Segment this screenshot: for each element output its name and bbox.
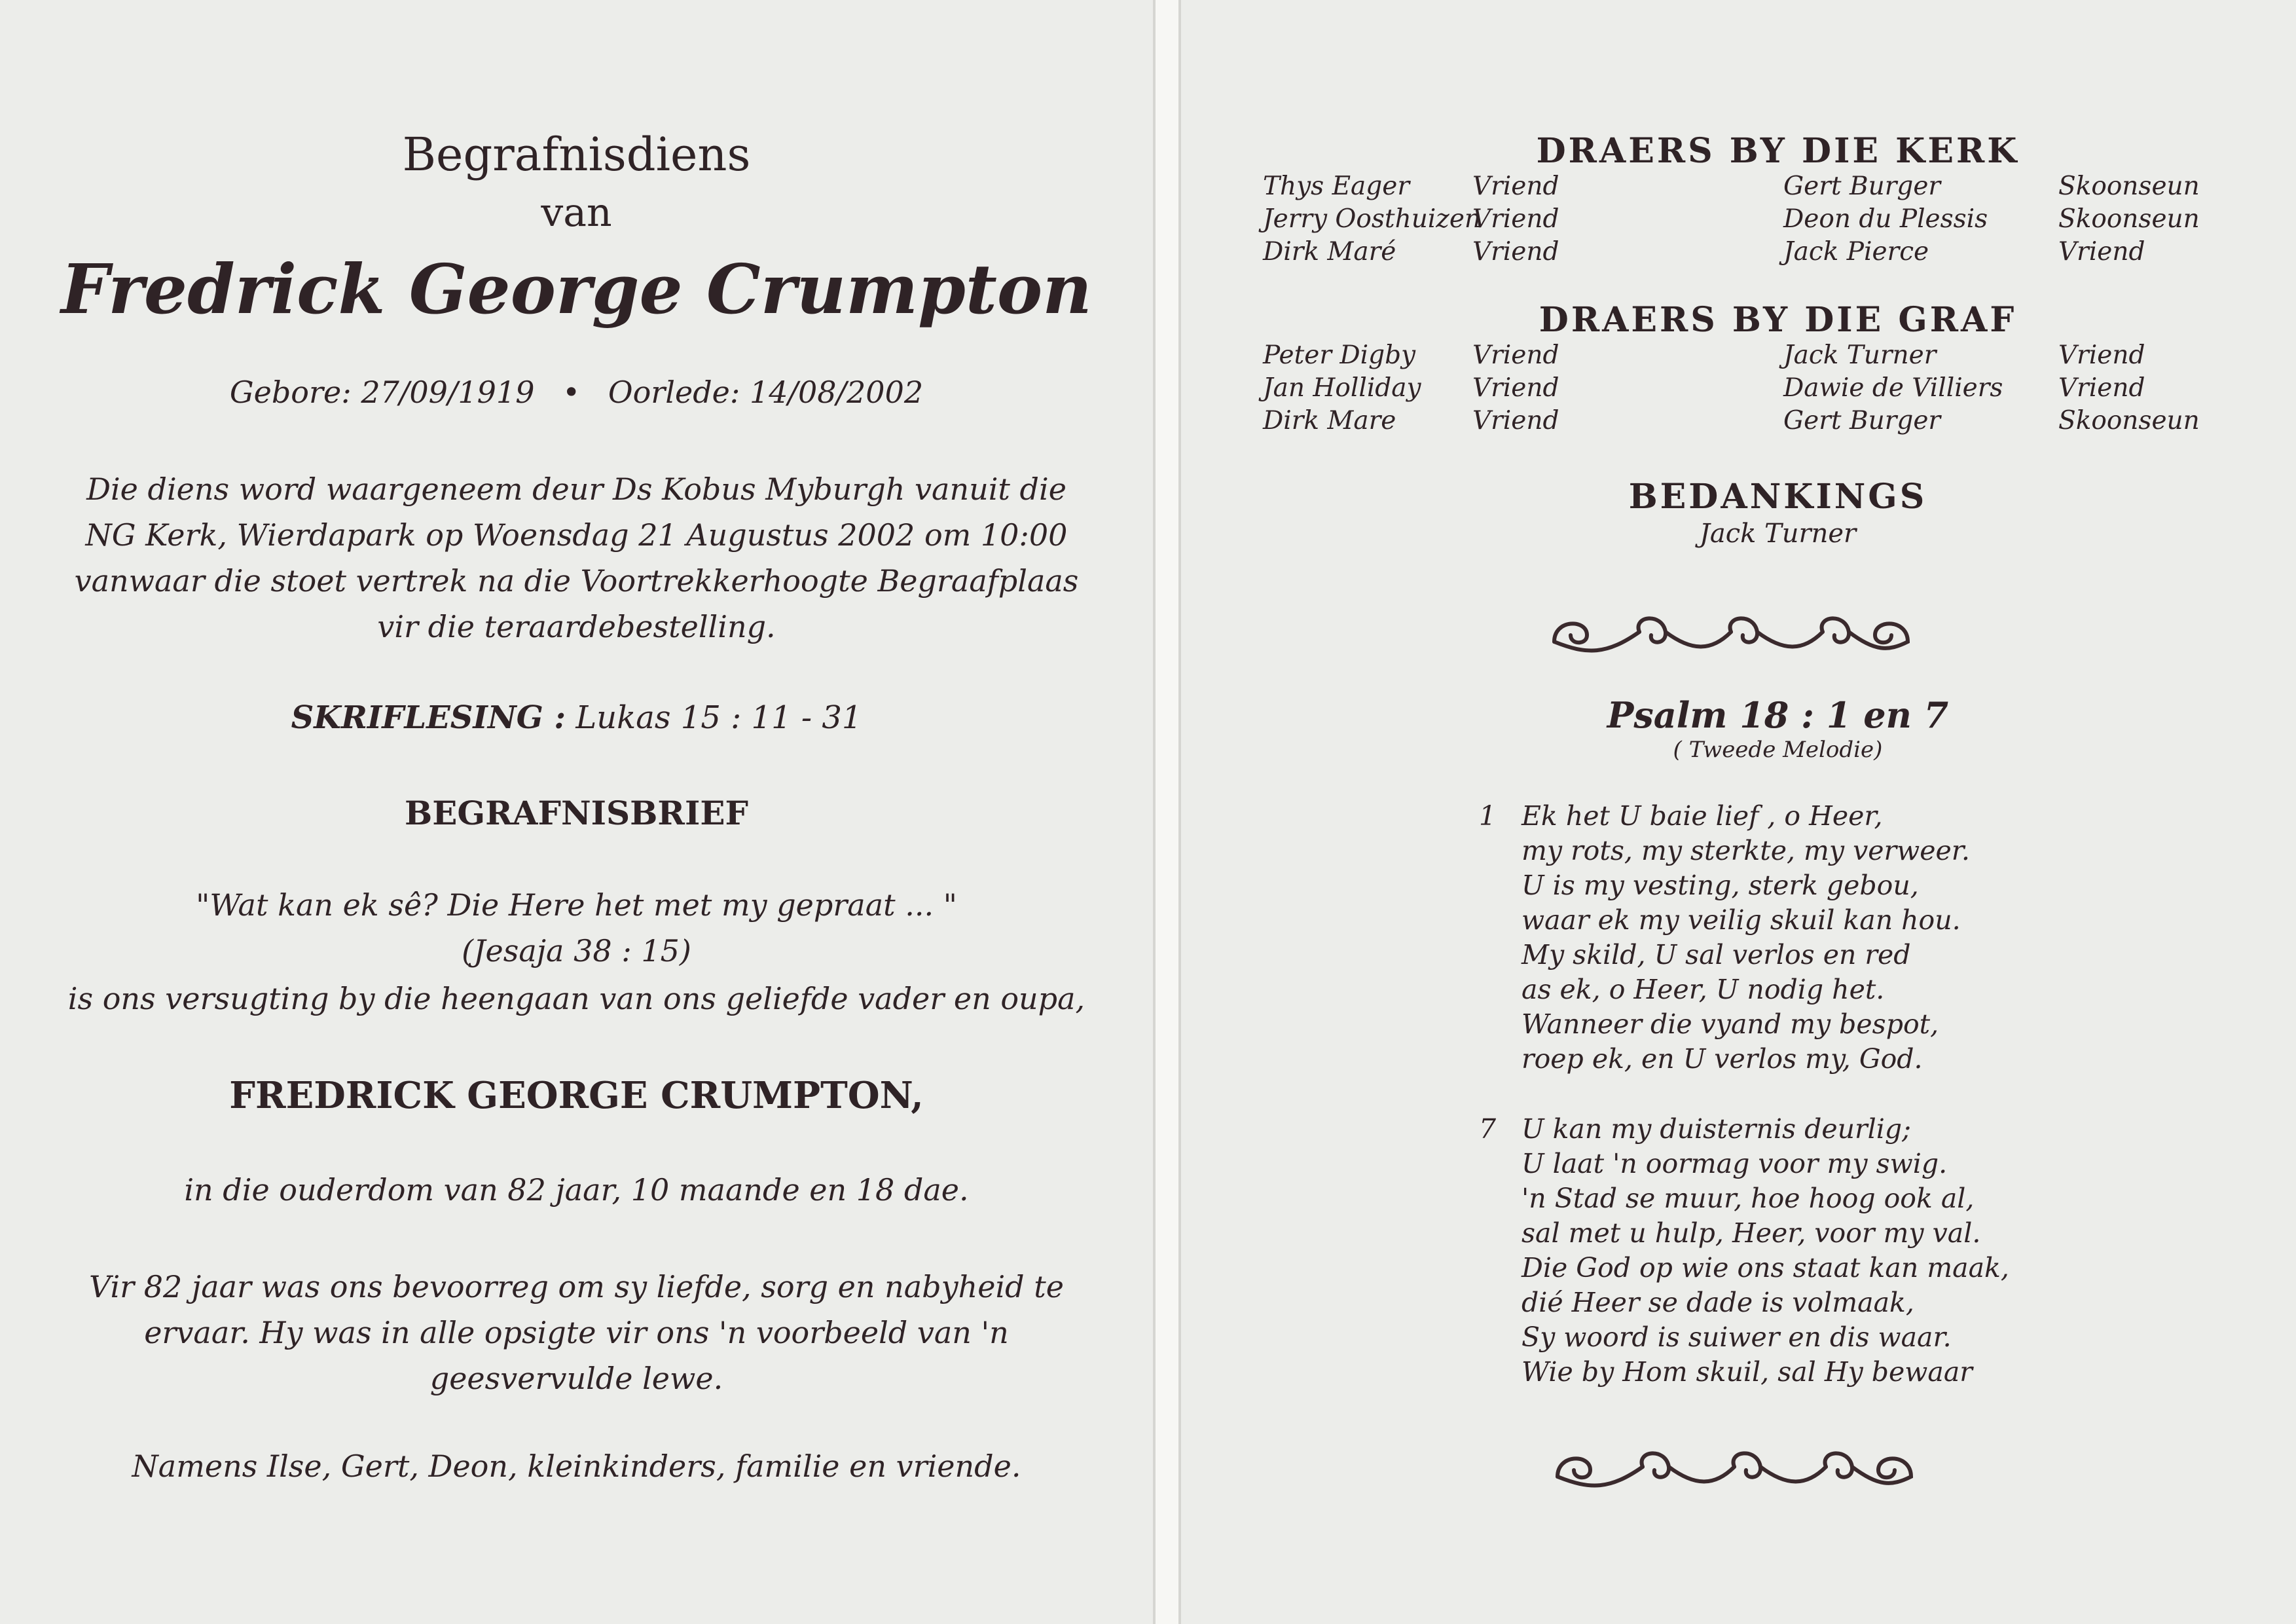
grave-bearers-relations-right (2058, 339, 2200, 437)
service-line: NG Kerk, Wierdapark op Woensdag 21 Augustus 2002 om 10:00 (85, 517, 1068, 553)
bearer-relation: Vriend (1472, 237, 1559, 267)
bearer-name: Peter Digby (1263, 341, 1416, 370)
tribute-line: geesvervulde lewe. (429, 1361, 723, 1396)
bearer-name: Jack Pierce (1783, 237, 1929, 267)
scripture-reference: Lukas 15 : 11 - 31 (575, 699, 862, 736)
verse-line: Wie by Hom skuil, sal Hy bewaar (1522, 1356, 1973, 1388)
dates-line (0, 375, 1153, 410)
consolation-line: is ons versugting by die heengaan van ons geliefde vader en oupa, (67, 981, 1085, 1016)
bearer-relation: Skoonseun (2058, 406, 2200, 435)
bearer-relation: Skoonseun (2058, 172, 2200, 201)
scripture-label: SKRIFLESING : (291, 699, 566, 736)
tribute-line: Vir 82 jaar was ons bevoorreg om sy liefde, sorg en nabyheid te (89, 1269, 1064, 1304)
grave-bearers-names-left (1263, 339, 1421, 437)
verse-line: roep ek, en U verlos my, God. (1522, 1043, 1923, 1075)
bearer-name: Dawie de Villiers (1783, 373, 2003, 403)
church-bearers-names-left (1263, 170, 1481, 268)
verse-line: dié Heer se dade is volmaak, (1522, 1287, 1914, 1318)
bearer-name: Dirk Mare (1263, 406, 1396, 435)
bearer-relation: Vriend (1472, 373, 1559, 403)
scroll-ornament-bottom (1551, 1441, 1918, 1493)
bearer-name: Deon du Plessis (1783, 204, 1988, 234)
bearer-relation: Vriend (2058, 373, 2145, 403)
verse-line: as ek, o Heer, U nodig het. (1522, 974, 1885, 1005)
bearer-name: Gert Burger (1783, 406, 1941, 435)
service-title: Begrafnisdiens (402, 128, 751, 181)
bearer-name: Gert Burger (1783, 172, 1941, 201)
psalm-title: Psalm 18 : 1 en 7 (1607, 694, 1949, 736)
bearer-relation: Vriend (1472, 406, 1559, 435)
verse-line: U laat 'n oormag voor my swig. (1522, 1148, 1948, 1179)
scripture-quote: "Wat kan ek sê? Die Here het met my gepraat ... " (196, 887, 957, 923)
tribute (0, 1264, 1153, 1401)
verse-7 (1522, 1112, 2009, 1390)
deceased-name-caps: FREDRICK GEORGE CRUMPTON, (229, 1074, 924, 1117)
verse-line: U is my vesting, sterk gebou, (1522, 870, 1919, 901)
bearer-relation: Vriend (1472, 341, 1559, 370)
verse-line: my rots, my sterkte, my verweer. (1522, 835, 1970, 866)
bearer-relation: Vriend (1472, 204, 1559, 234)
bearer-relation: Vriend (1472, 172, 1559, 201)
verse-line: Wanneer die vyand my bespot, (1522, 1008, 1939, 1040)
verse-line: Die God op wie ons staat kan maak, (1522, 1252, 2009, 1283)
scripture-reading (0, 699, 1153, 736)
verse-line: waar ek my veilig skuil kan hou. (1522, 904, 1961, 936)
verse-1 (1522, 799, 1970, 1077)
church-bearers-relations-left (1472, 170, 1559, 268)
right-page (1178, 0, 2296, 1624)
bearer-name: Jack Turner (1783, 341, 1937, 370)
signoff: Namens Ilse, Gert, Deon, kleinkinders, familie en vriende. (132, 1449, 1021, 1484)
thanks-heading: BEDANKINGS (1628, 477, 1927, 517)
tribute-line: ervaar. Hy was in alle opsigte vir ons 'n voorbeeld van 'n (144, 1315, 1009, 1350)
bearer-name: Thys Eager (1263, 172, 1410, 201)
service-line: vanwaar die stoet vertrek na die Voortrekkerhoogte Begraafplaas (74, 563, 1079, 599)
service-line: vir die teraardebestelling. (377, 609, 776, 644)
church-bearers-relations-right (2058, 170, 2200, 268)
deceased-name: Fredrick George Crumpton (61, 249, 1092, 329)
bearer-relation: Vriend (2058, 341, 2145, 370)
funeral-letter-heading: BEGRAFNISBRIEF (405, 794, 748, 832)
page-fold (1156, 0, 1178, 1624)
verse-number: 1 (1479, 800, 1497, 832)
bullet-separator: • (562, 375, 581, 410)
grave-bearers-relations-left (1472, 339, 1559, 437)
service-line: Die diens word waargeneem deur Ds Kobus Myburgh vanuit die (86, 471, 1066, 507)
church-bearers-heading: DRAERS BY DIE KERK (1536, 131, 2020, 171)
verse-line: Ek het U baie lief , o Heer, (1522, 800, 1883, 832)
verse-line: My skild, U sal verlos en red (1522, 939, 1911, 970)
verse-line: Sy woord is suiwer en dis waar. (1522, 1321, 1952, 1353)
church-bearers-names-right (1783, 170, 1988, 268)
van-label: van (541, 190, 612, 236)
psalm-subtitle: ( Tweede Melodie) (1673, 737, 1883, 763)
death-date: Oorlede: 14/08/2002 (608, 375, 924, 410)
bearer-relation: Vriend (2058, 237, 2145, 267)
verse-line: sal met u hulp, Heer, voor my val. (1522, 1217, 1981, 1249)
service-details (0, 466, 1153, 650)
bearer-name: Jan Holliday (1263, 373, 1421, 403)
grave-bearers-heading: DRAERS BY DIE GRAF (1539, 300, 2017, 340)
bearer-relation: Skoonseun (2058, 204, 2200, 234)
bearer-name: Dirk Maré (1263, 237, 1396, 267)
grave-bearers-names-right (1783, 339, 2003, 437)
verse-line: 'n Stad se muur, hoe hoog ook al, (1522, 1183, 1975, 1214)
bearer-name: Jerry Oosthuizen (1263, 204, 1482, 234)
birth-date: Gebore: 27/09/1919 (229, 375, 535, 410)
thanks-name: Jack Turner (1699, 519, 1857, 549)
verse-number: 7 (1479, 1113, 1497, 1145)
verse-line: U kan my duisternis deurlig; (1522, 1113, 1911, 1145)
age-line: in die ouderdom van 82 jaar, 10 maande en 18 dae. (184, 1172, 969, 1208)
quote-reference: (Jesaja 38 : 15) (462, 933, 691, 969)
scroll-ornament-top (1548, 606, 1914, 658)
